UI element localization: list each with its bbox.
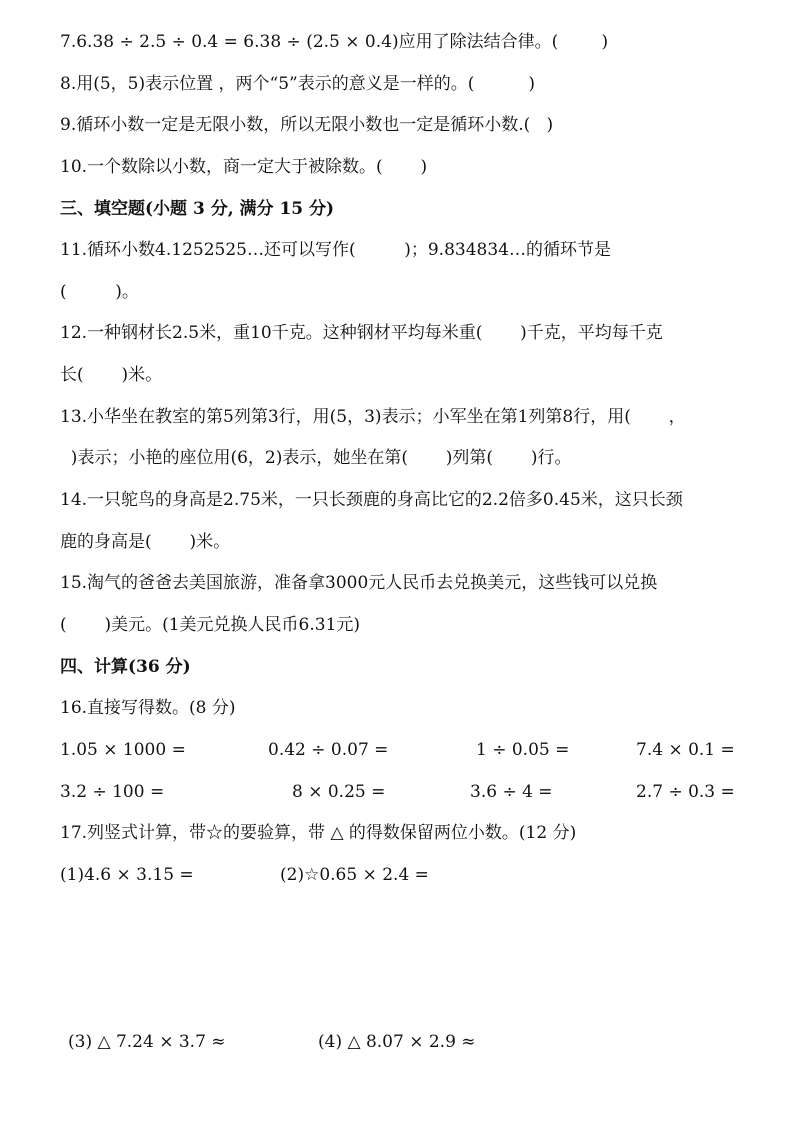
q16-expr-2: 0.42 ÷ 0.07 =: [268, 740, 389, 760]
question-12-line2: 长( )米。: [60, 365, 163, 385]
question-14-line1: 14.一只鸵鸟的身高是2.75米，一只长颈鹿的身高比它的2.2倍多0.45米，这只长颈: [60, 490, 683, 510]
question-12-line1: 12.一种钢材长2.5米，重10千克。这种钢材平均每米重( )千克，平均每千克: [60, 323, 663, 343]
q16-expr-8: 2.7 ÷ 0.3 =: [636, 782, 735, 802]
q16-expr-3: 1 ÷ 0.05 =: [476, 740, 570, 760]
question-15-line1: 15.淘气的爸爸去美国旅游，准备拿3000元人民币去兑换美元，这些钱可以兑换: [60, 573, 658, 593]
question-13-line2: )表示；小艳的座位用(6，2)表示，她坐在第( )列第( )行。: [60, 448, 572, 468]
question-15-line2: ( )美元。(1美元兑换人民币6.31元): [60, 615, 361, 635]
section-4-title: 四、计算(36 分): [60, 657, 191, 677]
q16-expr-4: 7.4 × 0.1 =: [636, 740, 735, 760]
question-7: 7.6.38 ÷ 2.5 ÷ 0.4 = 6.38 ÷ (2.5 × 0.4)应用了除法结合律。( ): [60, 32, 609, 52]
question-8: 8.用(5，5)表示位置 ，两个“5”表示的意义是一样的。( ): [60, 74, 536, 94]
question-11-line1: 11.循环小数4.1252525…还可以写作( )；9.834834…的循环节是: [60, 240, 611, 260]
q16-expr-5: 3.2 ÷ 100 =: [60, 782, 165, 802]
q16-expr-7: 3.6 ÷ 4 =: [470, 782, 553, 802]
question-10: 10.一个数除以小数，商一定大于被除数。( ): [60, 157, 428, 177]
q17-item-1: (1)4.6 × 3.15 =: [60, 865, 194, 885]
q17-item-4: (4) △ 8.07 × 2.9 ≈: [318, 1032, 476, 1052]
q16-expr-1: 1.05 × 1000 =: [60, 740, 186, 760]
question-9: 9.循环小数一定是无限小数，所以无限小数也一定是循环小数.( ): [60, 115, 554, 135]
q17-item-3: (3) △ 7.24 × 3.7 ≈: [68, 1032, 226, 1052]
question-13-line1: 13.小华坐在教室的第5列第3行，用(5，3)表示；小军坐在第1列第8行，用( ，: [60, 407, 686, 427]
question-17-title: 17.列竖式计算，带☆的要验算，带 △ 的得数保留两位小数。(12 分): [60, 823, 577, 843]
q16-expr-6: 8 × 0.25 =: [292, 782, 386, 802]
question-11-line2: ( )。: [60, 282, 139, 302]
section-3-title: 三、填空题(小题 3 分, 满分 15 分): [60, 199, 335, 219]
question-14-line2: 鹿的身高是( )米。: [60, 532, 231, 552]
q17-item-2: (2)☆0.65 × 2.4 =: [280, 865, 429, 885]
question-16-title: 16.直接写得数。(8 分): [60, 698, 236, 718]
